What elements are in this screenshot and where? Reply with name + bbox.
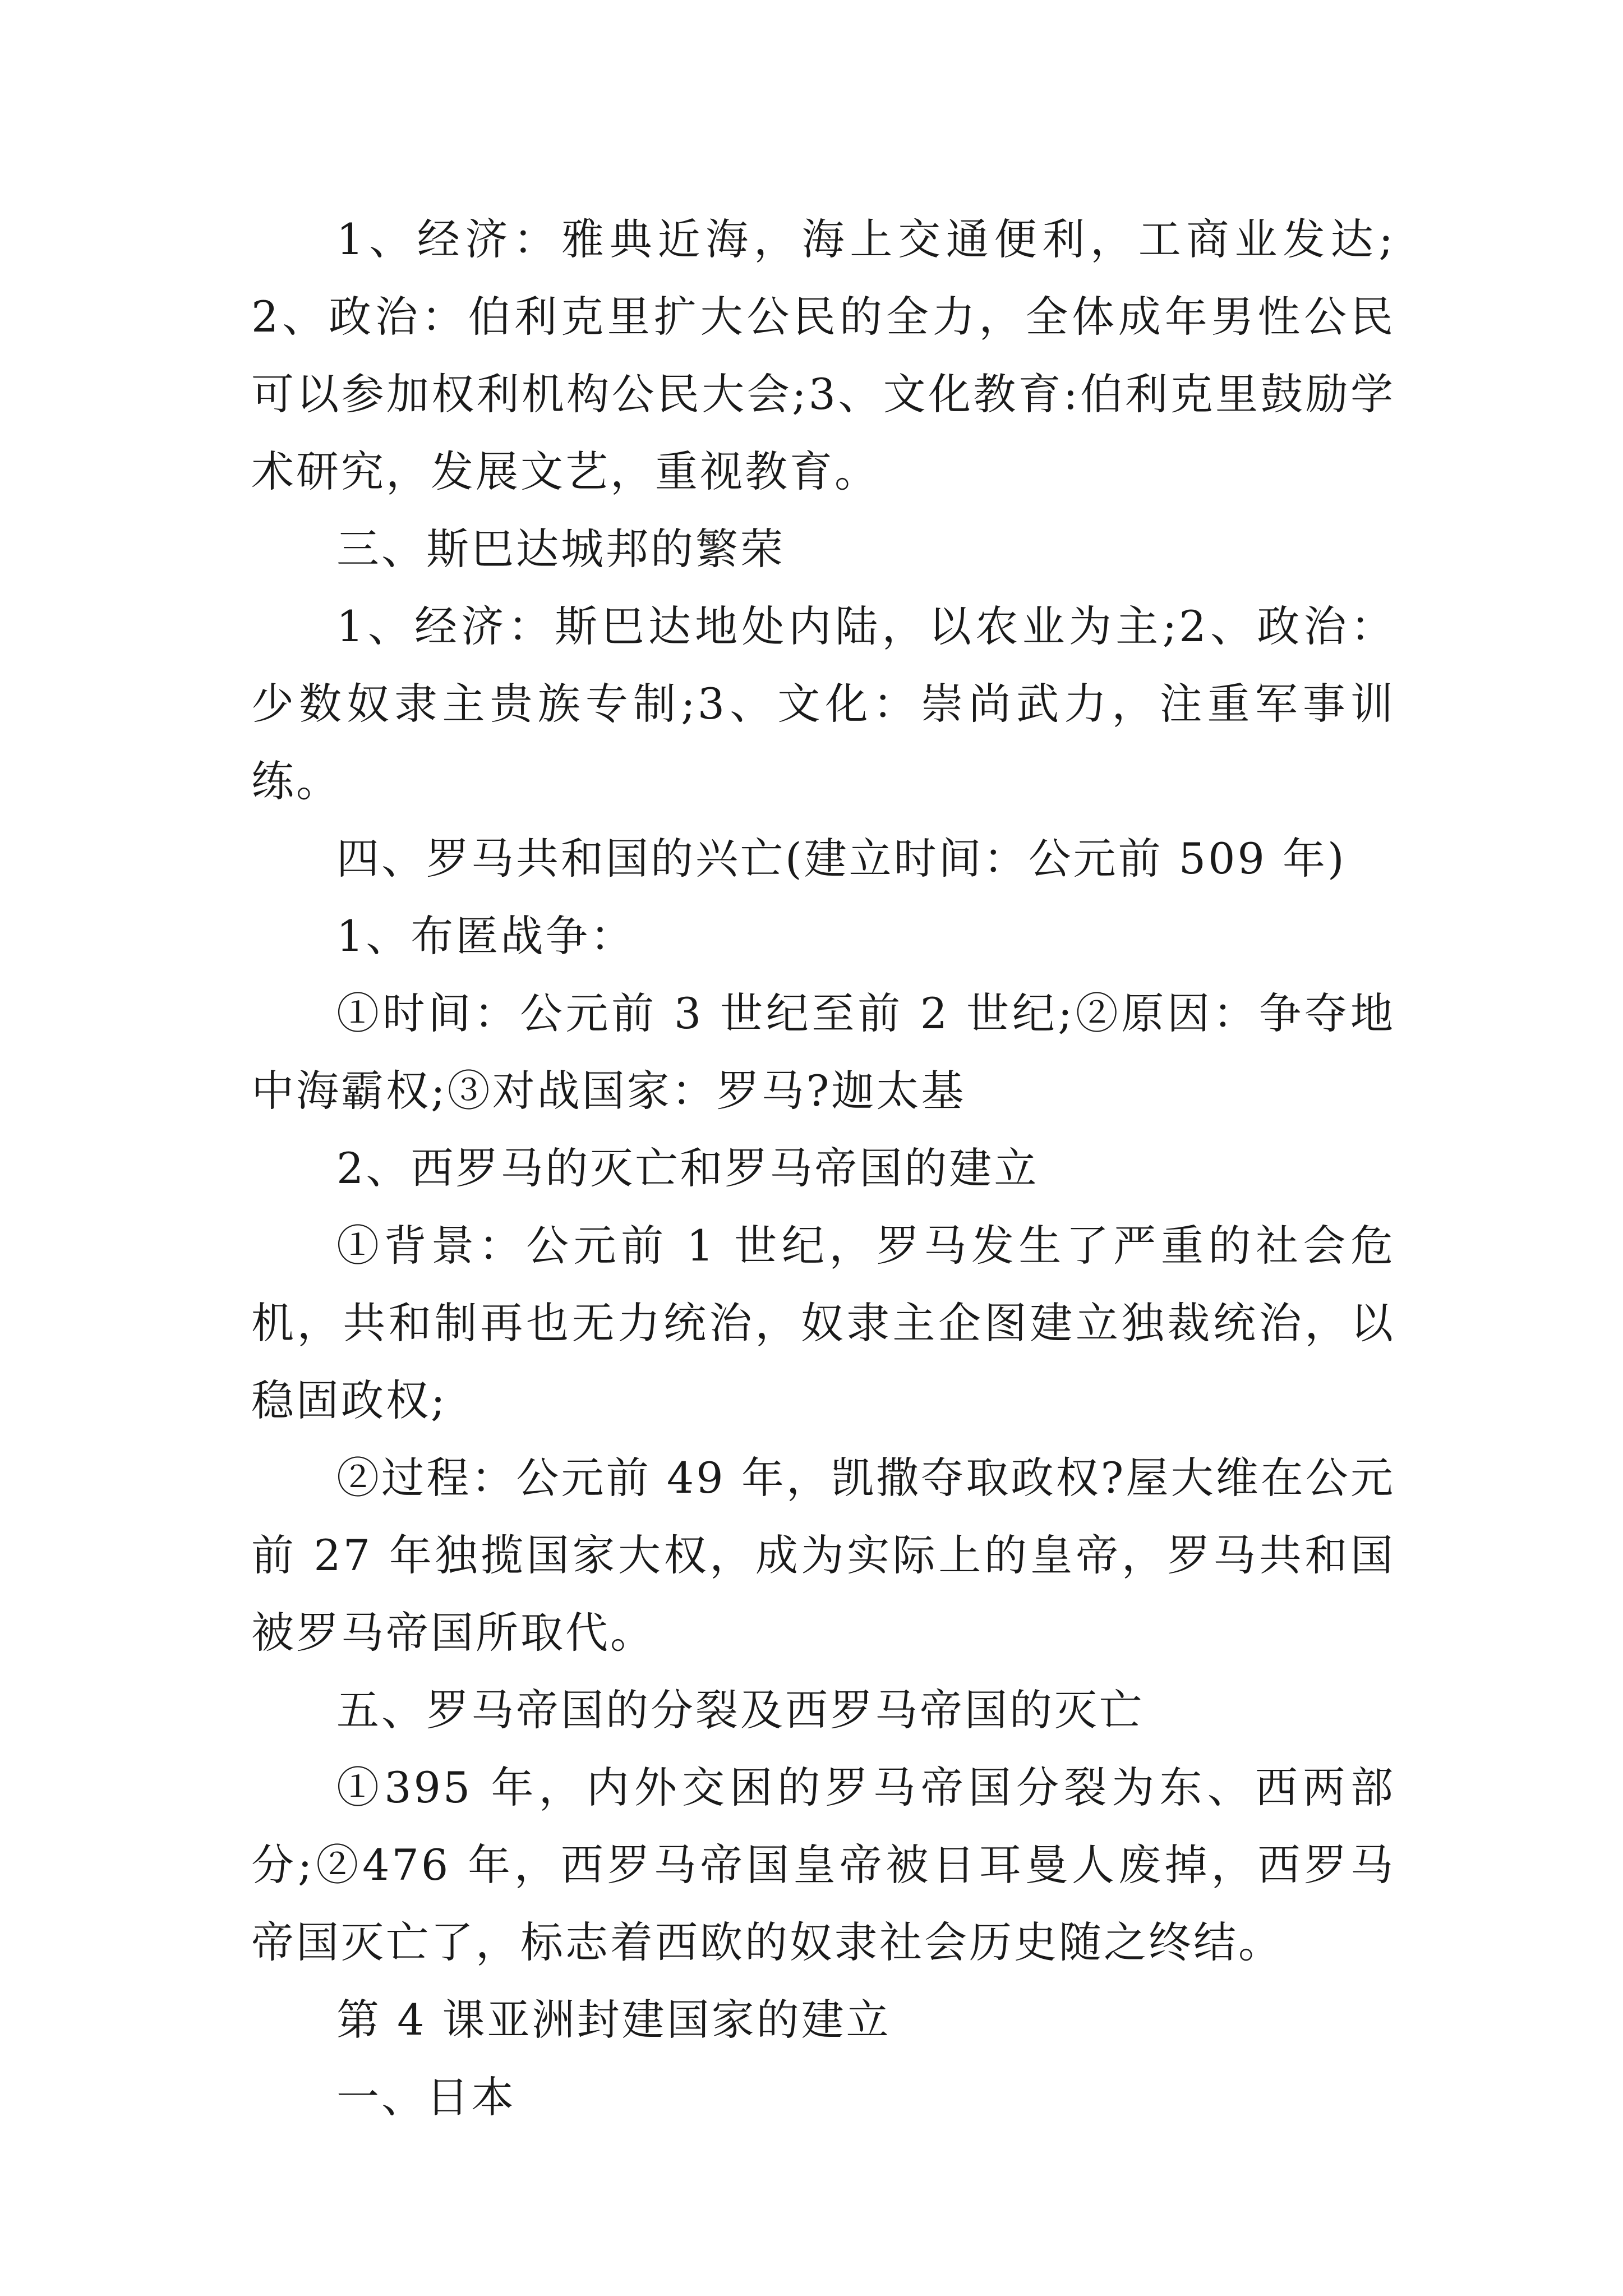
heading-sparta: 三、斯巴达城邦的繁荣 (336, 524, 785, 574)
heading-roman-republic: 四、罗马共和国的兴亡(建立时间：公元前 509 年) (336, 834, 1347, 884)
heading-japan: 一、日本 (336, 2072, 516, 2122)
heading-lesson-4: 第 4 课亚洲封建国家的建立 (336, 1995, 891, 2045)
paragraph-background: ①背景：公元前 1 世纪，罗马发生了严重的社会危机，共和制再也无力统治，奴隶主企图建立独裁统治，以稳固政权; (251, 1221, 1395, 1425)
paragraph-punic-wars: ①时间：公元前 3 世纪至前 2 世纪;②原因：争夺地中海霸权;③对战国家：罗马?迦太基 (251, 988, 1395, 1116)
document-body (251, 201, 1395, 2136)
subheading-punic-wars: 1、布匿战争： (336, 911, 635, 961)
heading-empire-split: 五、罗马帝国的分裂及西罗马帝国的灭亡 (336, 1685, 1144, 1735)
paragraph-sparta: 1、经济：斯巴达地处内陆，以农业为主;2、政治：少数奴隶主贵族专制;3、文化：崇尚武力，注重军事训练。 (251, 601, 1395, 806)
paragraph-process: ②过程：公元前 49 年，凯撒夺取政权?屋大维在公元前 27 年独揽国家大权，成为实际上的皇帝，罗马共和国被罗马帝国所取代。 (251, 1453, 1395, 1658)
paragraph-athens-prosperity: 1、经济：雅典近海，海上交通便利，工商业发达;2、政治：伯利克里扩大公民的全力，全体成年男性公民可以参加权利机构公民大会;3、文化教育:伯利克里鼓励学术研究，发展文艺，重视教育。 (251, 214, 1395, 496)
paragraph-empire-split: ①395 年，内外交困的罗马帝国分裂为东、西两部分;②476 年，西罗马帝国皇帝被日耳曼人废掉，西罗马帝国灭亡了，标志着西欧的奴隶社会历史随之终结。 (251, 1763, 1395, 1967)
subheading-roman-empire: 2、西罗马的灭亡和罗马帝国的建立 (336, 1143, 1039, 1193)
